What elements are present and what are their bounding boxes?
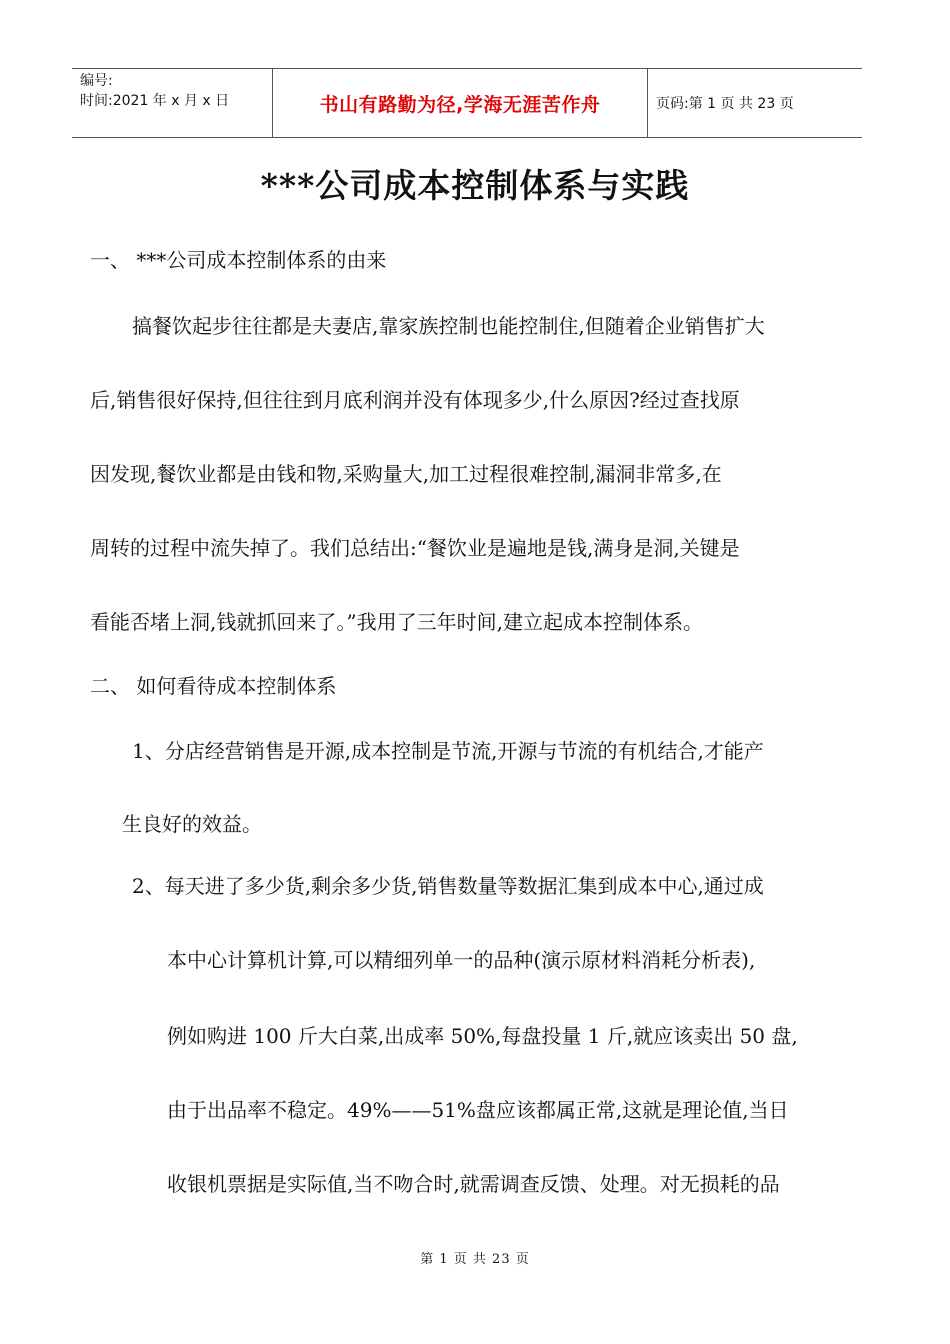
paragraph-line: 因发现,餐饮业都是由钱和物,采购量大,加工过程很难控制,漏洞非常多,在 [90,462,722,486]
paragraph-line: 后,销售很好保持,但往往到月底利润并没有体现多少,什么原因?经过查找原 [90,388,740,412]
paragraph-line: 搞餐饮起步往往都是夫妻店,靠家族控制也能控制住,但随着企业销售扩大 [132,314,765,338]
serial-label: 编号: [80,73,113,89]
list-item-line: 本中心计算机计算,可以精细列单一的品种(演示原材料消耗分析表), [167,948,756,972]
time-label: 时间:2021 年 x 月 x 日 [80,93,230,109]
list-item-line: 1、分店经营销售是开源,成本控制是节流,开源与节流的有机结合,才能产 [132,739,764,763]
paragraph-line: 看能否堵上洞,钱就抓回来了。”我用了三年时间,建立起成本控制体系。 [90,610,703,634]
section-heading: 二、 如何看待成本控制体系 [90,674,337,698]
section-heading: 一、 ***公司成本控制体系的由来 [90,248,387,272]
list-item-line: 生良好的效益。 [122,812,262,836]
list-item-line: 由于出品率不稳定。49%——51%盘应该都属正常,这就是理论值,当日 [167,1098,789,1122]
page-header [72,68,862,138]
header-meta [72,69,272,137]
page-footer: 第 1 页 共 23 页 [420,1252,530,1267]
document-title: ***公司成本控制体系与实践 [260,166,690,205]
list-item-line: 例如购进 100 斤大白菜,出成率 50%,每盘投量 1 斤,就应该卖出 50 盘, [167,1024,798,1048]
header-motto: 书山有路勤为径,学海无涯苦作舟 [272,69,648,137]
paragraph-line: 周转的过程中流失掉了。我们总结出:“餐饮业是遍地是钱,满身是洞,关键是 [90,536,740,560]
list-item-line: 收银机票据是实际值,当不吻合时,就需调查反馈、处理。对无损耗的品 [167,1172,780,1196]
list-item-line: 2、每天进了多少货,剩余多少货,销售数量等数据汇集到成本中心,通过成 [132,874,764,898]
header-page-code: 页码:第 1 页 共 23 页 [656,96,794,112]
